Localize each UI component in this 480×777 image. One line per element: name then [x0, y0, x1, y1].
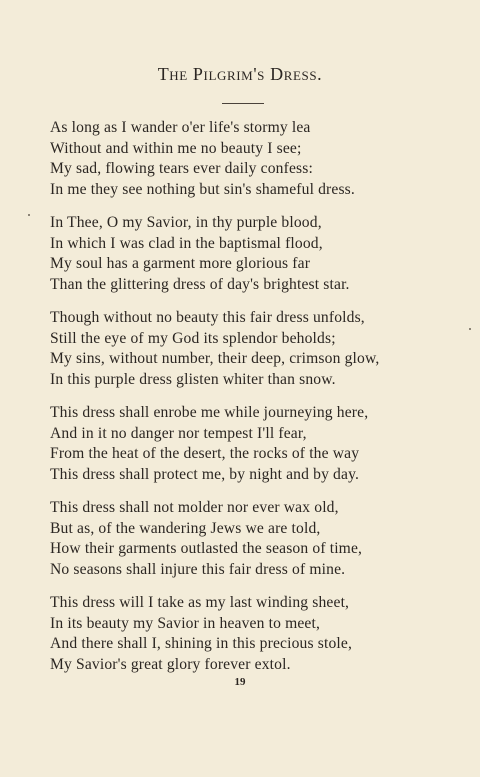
poem-line: Than the glittering dress of day's brightest star. [50, 275, 350, 293]
poem-line: In which I was clad in the baptismal flood, [50, 234, 323, 252]
poem-line: How their garments outlasted the season of time, [50, 540, 363, 557]
poem-line: My sad, flowing tears ever daily confess: [50, 160, 313, 177]
poem-line: Still the eye of my God its splendor beholds; [50, 329, 336, 347]
poem-title: The Pilgrim's Dress. [157, 64, 323, 84]
poem-line: My soul has a garment more glorious far [50, 255, 311, 272]
poem-line: This dress will I take as my last winding sheet, [50, 594, 350, 611]
poem-line: This dress shall protect me, by night and by day. [50, 465, 360, 483]
poem-line: Though without no beauty this fair dress unfolds, [50, 309, 365, 326]
poem-line: This dress shall enrobe me while journeying here, [50, 404, 369, 421]
poem-line: In me they see nothing but sin's shameful dress. [50, 180, 355, 198]
poem-line: But as, of the wandering Jews we are told, [50, 519, 321, 537]
poem-line: My Savior's great glory forever extol. [50, 655, 291, 673]
page-number: 19 [234, 676, 246, 688]
stanza-2 [50, 213, 450, 295]
poem-line: This dress shall not molder nor ever wax old, [50, 499, 339, 516]
poem-line: Without and within me no beauty I see; [50, 139, 302, 157]
poem-line: In its beauty my Savior in heaven to meet, [50, 614, 321, 632]
title-divider [222, 103, 264, 104]
poem-line: From the heat of the desert, the rocks of the way [50, 445, 360, 462]
poem-line: No seasons shall injure this fair dress of mine. [50, 560, 346, 578]
poem-line: As long as I wander o'er life's stormy lea [50, 119, 311, 136]
poem-line: And in it no danger nor tempest I'll fear, [50, 424, 307, 442]
stanza-4 [50, 403, 450, 485]
poem-line: In Thee, O my Savior, in thy purple blood, [50, 214, 322, 231]
stanza-3 [50, 308, 450, 390]
poem-line: And there shall I, shining in this precious stole, [50, 635, 353, 652]
paper-speck [28, 214, 30, 216]
paper-speck [469, 328, 471, 330]
stanza-6 [50, 593, 450, 675]
poem-line: In this purple dress glisten whiter than snow. [50, 370, 336, 388]
stanza-5 [50, 498, 450, 580]
poem-line: My sins, without number, their deep, crimson glow, [50, 350, 380, 367]
stanza-1 [50, 118, 450, 200]
poem-body [50, 118, 450, 688]
